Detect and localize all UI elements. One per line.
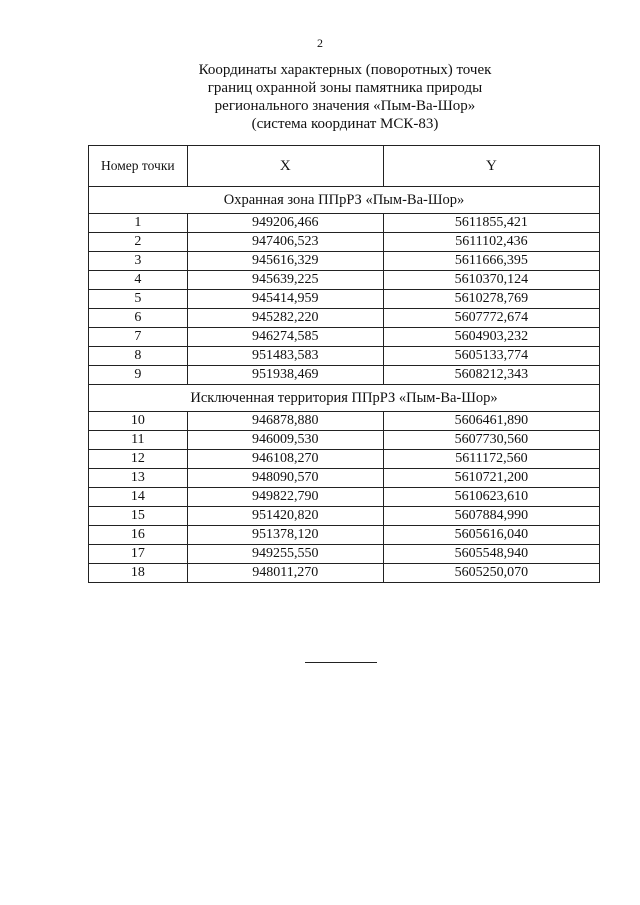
cell-x: 946878,880 [187, 412, 383, 431]
cell-x: 951378,120 [187, 526, 383, 545]
coordinates-table [88, 145, 600, 583]
table-row [89, 469, 600, 488]
cell-y: 5607772,674 [383, 309, 599, 328]
cell-x: 951420,820 [187, 507, 383, 526]
cell-x: 946274,585 [187, 328, 383, 347]
cell-point-number: 8 [89, 347, 188, 366]
cell-y: 5610278,769 [383, 290, 599, 309]
cell-point-number: 2 [89, 233, 188, 252]
table-row [89, 507, 600, 526]
table-row [89, 233, 600, 252]
table-row [89, 450, 600, 469]
cell-y: 5605133,774 [383, 347, 599, 366]
cell-y: 5607730,560 [383, 431, 599, 450]
table-header-row [89, 146, 600, 187]
table-row [89, 431, 600, 450]
table-row [89, 564, 600, 583]
cell-point-number: 10 [89, 412, 188, 431]
cell-y: 5606461,890 [383, 412, 599, 431]
section-row [89, 187, 600, 214]
footer-divider [305, 662, 377, 663]
table-row [89, 488, 600, 507]
cell-x: 949206,466 [187, 214, 383, 233]
section-title: Исключенная территория ППрРЗ «Пым-Ва-Шор» [89, 385, 600, 412]
header-x: X [187, 146, 383, 187]
cell-x: 947406,523 [187, 233, 383, 252]
cell-y: 5605548,940 [383, 545, 599, 564]
cell-x: 949255,550 [187, 545, 383, 564]
cell-y: 5610721,200 [383, 469, 599, 488]
cell-point-number: 18 [89, 564, 188, 583]
table-row [89, 347, 600, 366]
cell-x: 948090,570 [187, 469, 383, 488]
cell-x: 949822,790 [187, 488, 383, 507]
cell-point-number: 13 [89, 469, 188, 488]
cell-y: 5611102,436 [383, 233, 599, 252]
cell-point-number: 5 [89, 290, 188, 309]
cell-y: 5611855,421 [383, 214, 599, 233]
document-title [0, 61, 640, 133]
table-row [89, 252, 600, 271]
cell-x: 946009,530 [187, 431, 383, 450]
cell-point-number: 4 [89, 271, 188, 290]
table-row [89, 412, 600, 431]
title-line-2: границ охранной зоны памятника природы [207, 80, 483, 96]
cell-x: 951938,469 [187, 366, 383, 385]
cell-x: 945639,225 [187, 271, 383, 290]
table-row [89, 309, 600, 328]
header-y: Y [383, 146, 599, 187]
table-row [89, 526, 600, 545]
table-row [89, 290, 600, 309]
cell-x: 945282,220 [187, 309, 383, 328]
table-body [89, 187, 600, 583]
table-row [89, 328, 600, 347]
table-row [89, 366, 600, 385]
cell-x: 948011,270 [187, 564, 383, 583]
section-title: Охранная зона ППрРЗ «Пым-Ва-Шор» [89, 187, 600, 214]
cell-y: 5610370,124 [383, 271, 599, 290]
title-line-4: (система координат МСК-83) [251, 116, 439, 132]
cell-point-number: 12 [89, 450, 188, 469]
cell-point-number: 7 [89, 328, 188, 347]
cell-y: 5605616,040 [383, 526, 599, 545]
cell-y: 5611172,560 [383, 450, 599, 469]
cell-point-number: 3 [89, 252, 188, 271]
cell-point-number: 11 [89, 431, 188, 450]
cell-x: 945616,329 [187, 252, 383, 271]
cell-point-number: 16 [89, 526, 188, 545]
title-line-1: Координаты характерных (поворотных) точек [198, 62, 492, 78]
cell-x: 951483,583 [187, 347, 383, 366]
cell-x: 945414,959 [187, 290, 383, 309]
cell-y: 5604903,232 [383, 328, 599, 347]
page-number: 2 [317, 36, 323, 50]
title-line-3: регионального значения «Пым-Ва-Шор» [214, 98, 476, 114]
table-row [89, 271, 600, 290]
section-row [89, 385, 600, 412]
cell-point-number: 9 [89, 366, 188, 385]
cell-y: 5608212,343 [383, 366, 599, 385]
cell-y: 5610623,610 [383, 488, 599, 507]
cell-point-number: 17 [89, 545, 188, 564]
table-row [89, 214, 600, 233]
cell-x: 946108,270 [187, 450, 383, 469]
cell-point-number: 6 [89, 309, 188, 328]
cell-point-number: 14 [89, 488, 188, 507]
header-point-number: Номер точки [89, 146, 188, 187]
cell-y: 5607884,990 [383, 507, 599, 526]
cell-point-number: 1 [89, 214, 188, 233]
table-row [89, 545, 600, 564]
cell-point-number: 15 [89, 507, 188, 526]
cell-y: 5611666,395 [383, 252, 599, 271]
cell-y: 5605250,070 [383, 564, 599, 583]
